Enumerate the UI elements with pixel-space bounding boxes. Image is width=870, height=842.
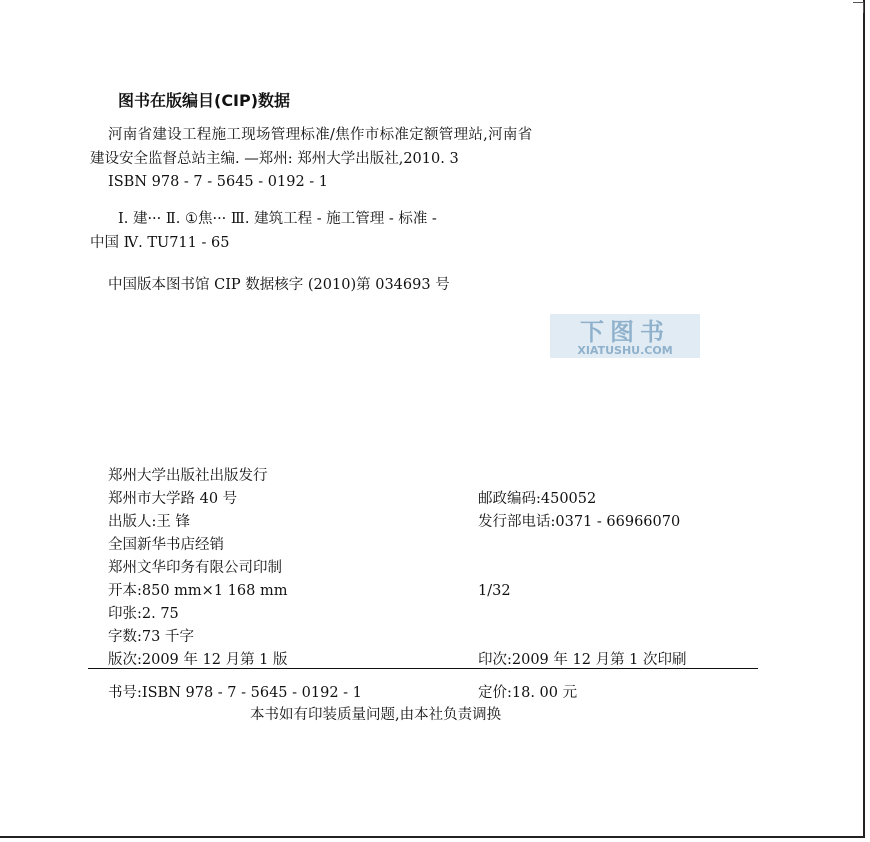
cip-description-line-1: 河南省建设工程施工现场管理标准/焦作市标准定额管理站,河南省: [108, 127, 533, 143]
printer: 郑州文华印务有限公司印制: [108, 560, 282, 576]
distribution-phone: 发行部电话:0371 - 66966070: [478, 514, 681, 530]
word-count: 字数:73 千字: [108, 629, 194, 645]
cip-classification-line-2: 中国 Ⅳ. TU711 - 65: [90, 235, 230, 251]
printed-sheets: 印张:2. 75: [108, 606, 179, 622]
cip-title: 图书在版编目(CIP)数据: [118, 91, 291, 110]
watermark-logo: [550, 314, 700, 358]
publish-line: 郑州大学出版社出版发行: [108, 468, 268, 484]
watermark-graphic: [550, 314, 700, 358]
svg-text:XIATUSHU.COM: XIATUSHU.COM: [577, 344, 673, 357]
cip-description-line-2: 建设安全监督总站主编. —郑州: 郑州大学出版社,2010. 3: [90, 151, 459, 167]
quality-notice: 本书如有印装质量问题,由本社负责调换: [250, 707, 502, 723]
cip-check-number: 中国版本图书馆 CIP 数据核字 (2010)第 034693 号: [108, 277, 450, 293]
edition: 版次:2009 年 12 月第 1 版: [108, 652, 288, 668]
corner-mark: [853, 2, 864, 13]
printing: 印次:2009 年 12 月第 1 次印刷: [478, 652, 687, 668]
book-format-fold: 1/32: [478, 583, 511, 599]
svg-text:下图书: 下图书: [580, 318, 670, 346]
postcode: 邮政编码:450052: [478, 491, 597, 507]
price: 定价:18. 00 元: [478, 685, 578, 701]
distributor: 全国新华书店经销: [108, 537, 224, 553]
publisher-address: 郑州市大学路 40 号: [108, 491, 238, 507]
divider-rule: [88, 668, 758, 669]
book-number: 书号:ISBN 978 - 7 - 5645 - 0192 - 1: [108, 685, 362, 701]
cip-classification-line-1: Ⅰ. 建··· Ⅱ. ①焦··· Ⅲ. 建筑工程 - 施工管理 - 标准 -: [118, 211, 437, 227]
cip-isbn: ISBN 978 - 7 - 5645 - 0192 - 1: [108, 174, 329, 190]
publisher-person: 出版人:王 锋: [108, 514, 190, 530]
book-format: 开本:850 mm×1 168 mm: [108, 583, 288, 599]
